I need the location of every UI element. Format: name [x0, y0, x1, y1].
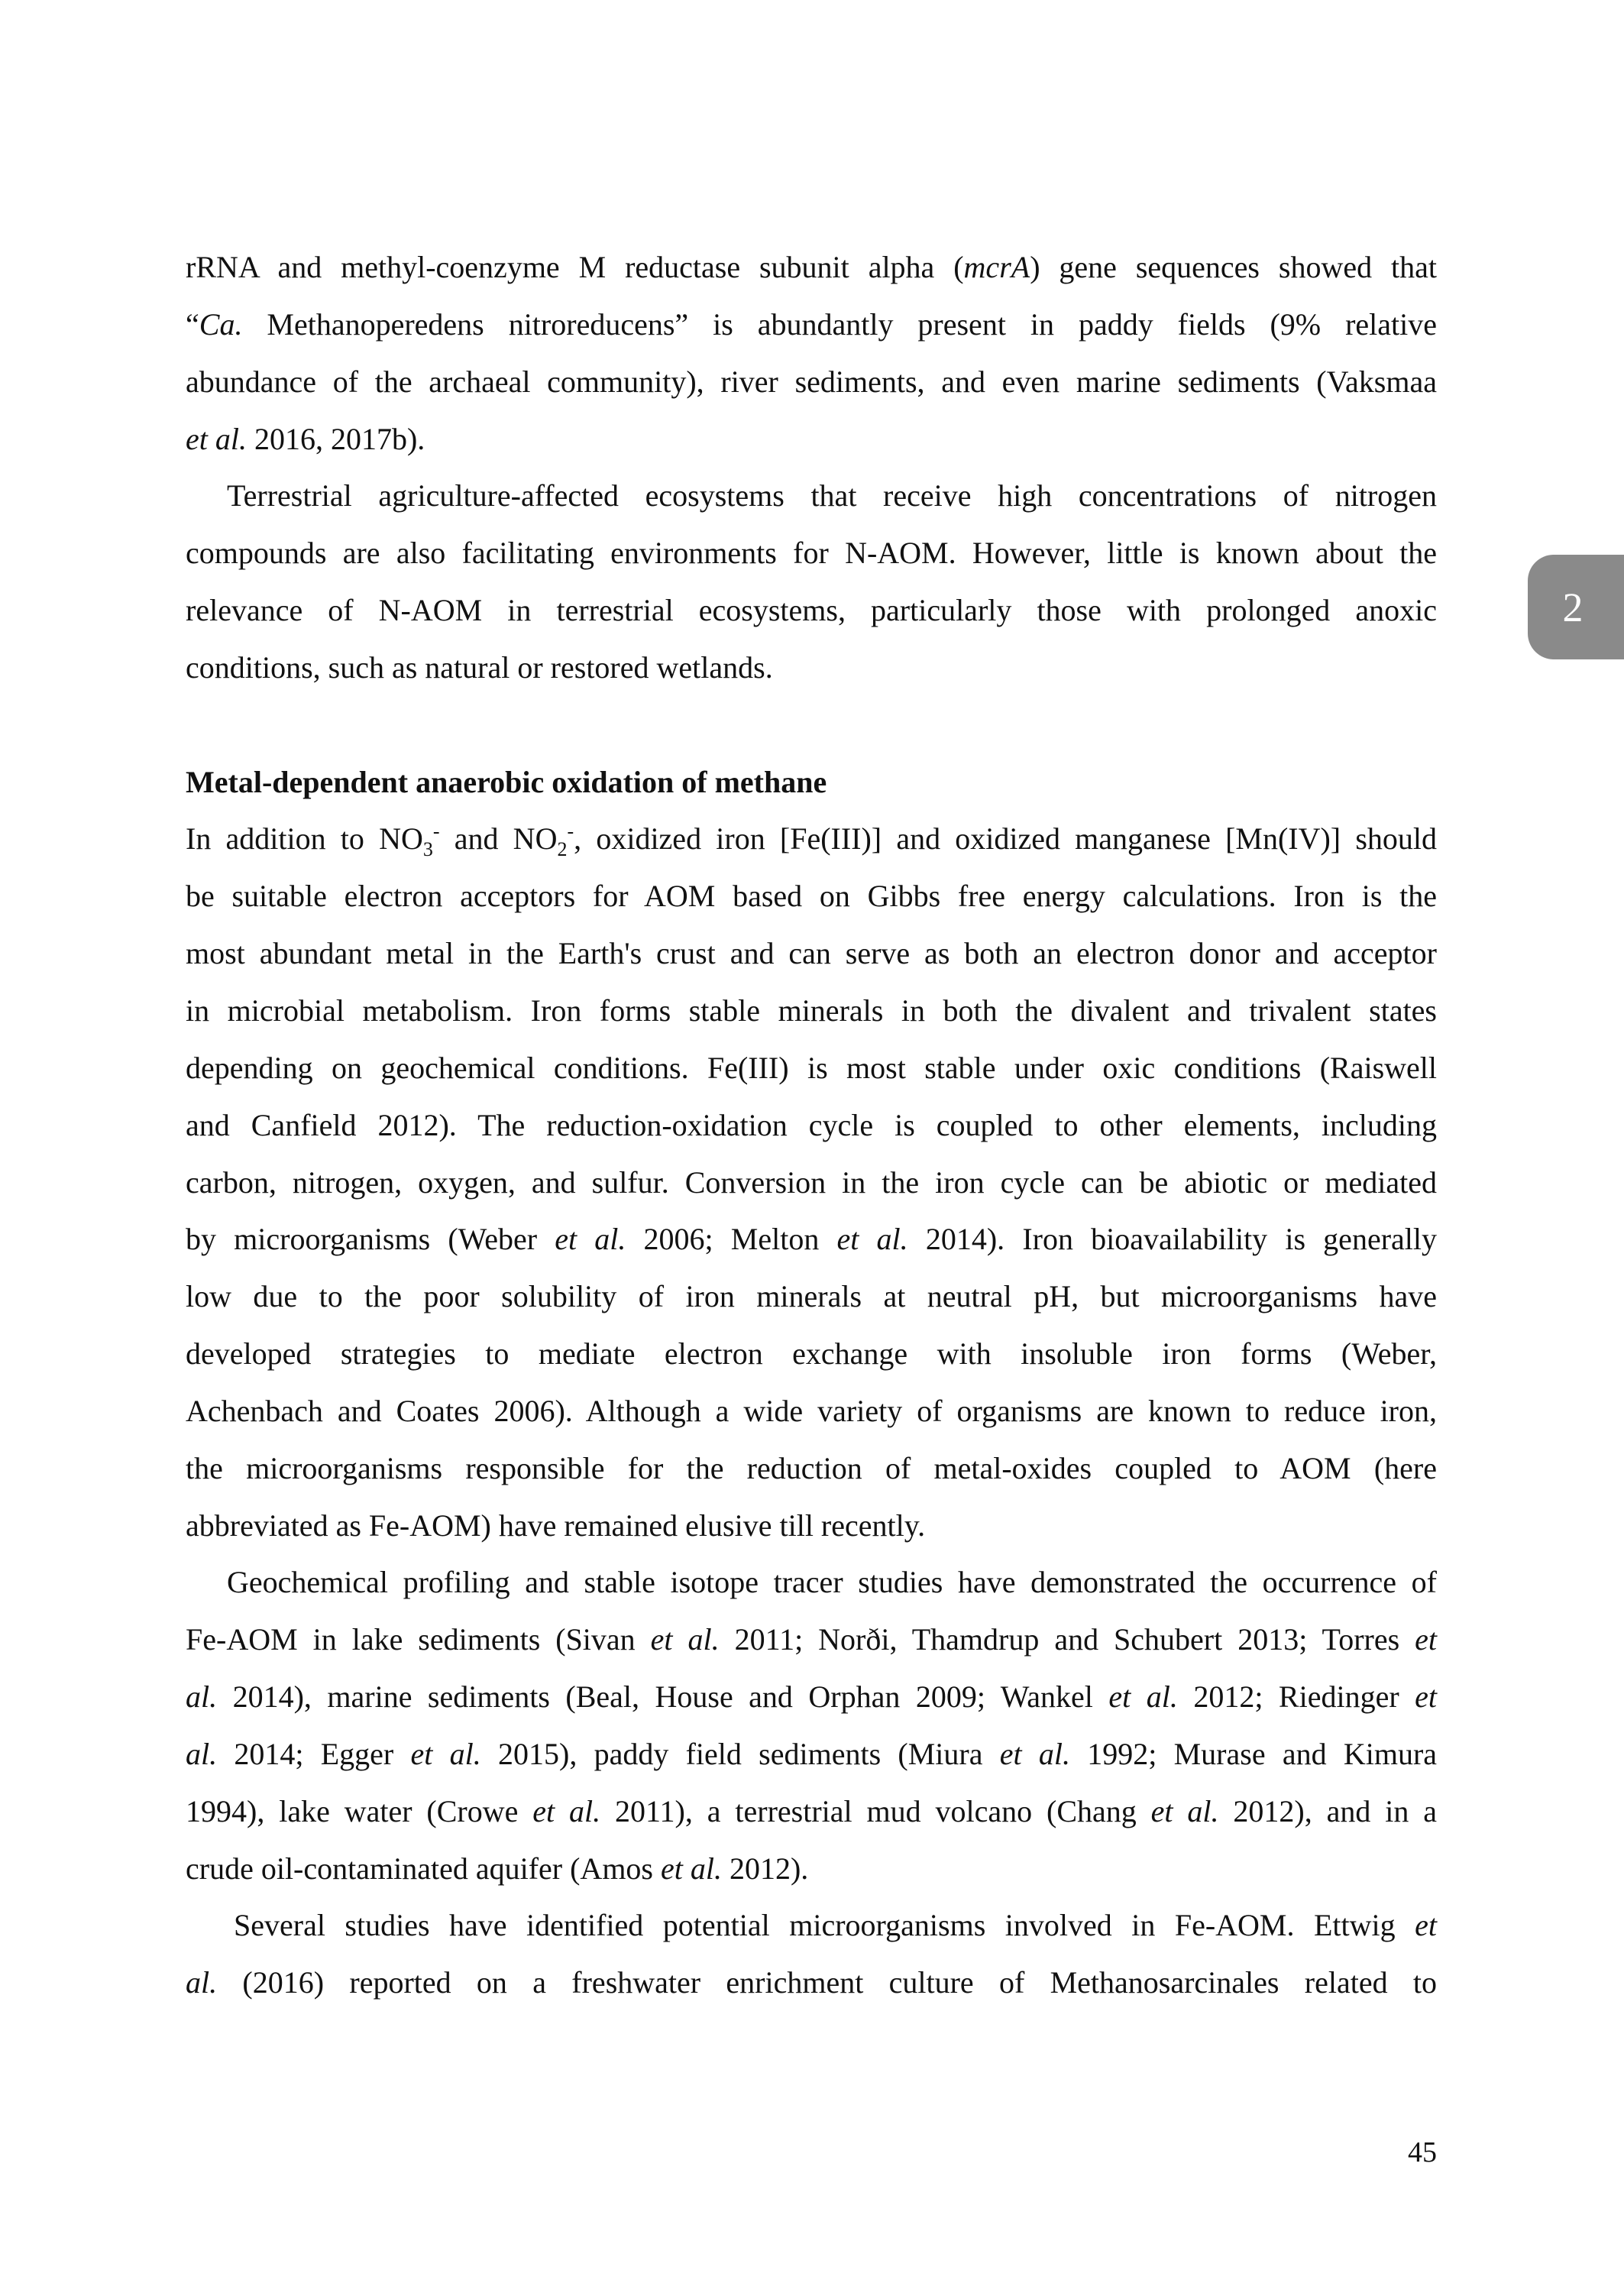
- text-run: 2014), marine sediments (Beal, House and Orphan 2009; Wankel: [217, 1679, 1109, 1715]
- italic-run: et al.: [410, 1736, 481, 1771]
- text-line: [186, 1440, 1437, 1498]
- text-run: 2011; Norði, Thamdrup and Schubert 2013; Torres: [719, 1622, 1415, 1657]
- text-run: Geochemical profiling and stable isotope tracer studies have demonstrated the occurrence of: [227, 1565, 1437, 1600]
- italic-run: et al.: [661, 1851, 722, 1886]
- text-line: [186, 1726, 1437, 1783]
- italic-run: al.: [186, 1736, 218, 1771]
- text-run: crude oil-contaminated aquifer (Amos: [186, 1851, 661, 1886]
- text-run: Metal-dependent anaerobic oxidation of methane: [186, 764, 827, 799]
- italic-run: et al.: [650, 1622, 720, 1657]
- chapter-tab: [1528, 555, 1624, 659]
- text-line: [186, 811, 1437, 868]
- text-run: and Canfield 2012). The reduction-oxidation cycle is coupled to other elements, including: [186, 1107, 1437, 1142]
- body-text: [186, 239, 1437, 2012]
- text-line: [186, 239, 1437, 296]
- text-run: developed strategies to mediate electron exchange with insoluble iron forms (Weber,: [186, 1336, 1437, 1372]
- italic-run: et: [1415, 1908, 1437, 1943]
- text-line: [186, 1554, 1437, 1611]
- text-run: 1992; Murase and Kimura: [1069, 1736, 1438, 1771]
- text-line: [186, 1155, 1437, 1212]
- text-run: Achenbach and Coates 2006). Although a wide variety of organisms are known to reduce iron,: [186, 1393, 1437, 1428]
- text-run: relevance of N-AOM in terrestrial ecosystems, particularly those with prolonged anoxic: [186, 593, 1437, 628]
- text-run: be suitable electron acceptors for AOM based on Gibbs free energy calculations. Iron is the: [186, 879, 1437, 914]
- text-run: 2011), a terrestrial mud volcano (Chang: [600, 1793, 1151, 1828]
- text-line: [186, 411, 1437, 468]
- text-line: [186, 1326, 1437, 1383]
- text-run: abbreviated as Fe-AOM) have remained elusive till recently.: [186, 1508, 926, 1543]
- italic-run: al.: [186, 1679, 218, 1715]
- text-run: Fe-AOM in lake sediments (Sivan: [186, 1622, 651, 1657]
- italic-run: Ca.: [199, 306, 243, 342]
- text-run: ) gene sequences showed that: [1030, 250, 1437, 284]
- text-line: [186, 640, 1437, 697]
- text-line: [186, 1611, 1437, 1669]
- text-run: 2012; Riedinger: [1177, 1679, 1415, 1715]
- text-line: [186, 1897, 1437, 1955]
- text-line: [186, 1268, 1437, 1326]
- text-run: In addition to NO: [186, 821, 423, 857]
- text-line: [186, 296, 1437, 354]
- italic-run: et al.: [186, 421, 247, 456]
- text-run: 2014). Iron bioavailability is generally: [907, 1222, 1437, 1257]
- text-run: and NO: [439, 821, 558, 857]
- text-line: [186, 983, 1437, 1040]
- text-run: , oxidized iron [Fe(III)] and oxidized manganese [Mn(IV)] should: [574, 821, 1437, 857]
- text-run: 2012), and in a: [1218, 1793, 1438, 1828]
- italic-run: et al.: [999, 1736, 1070, 1771]
- page-number: 45: [1408, 2136, 1437, 2168]
- text-run: compounds are also facilitating environments for N-AOM. However, little is known about the: [186, 536, 1437, 571]
- blank-line: [186, 697, 1437, 754]
- text-line: [186, 582, 1437, 640]
- text-run: “: [186, 306, 199, 342]
- superscript: -: [567, 821, 574, 844]
- italic-run: et al.: [1108, 1679, 1178, 1715]
- text-run: 2015), paddy field sediments (Miura: [480, 1736, 1000, 1771]
- text-run: low due to the poor solubility of iron minerals at neutral pH, but microorganisms have: [186, 1279, 1437, 1314]
- text-line: [186, 1669, 1437, 1726]
- subscript: 2: [557, 838, 568, 861]
- italic-run: et al.: [532, 1793, 601, 1828]
- text-line: [186, 1841, 1437, 1898]
- text-run: 2014; Egger: [217, 1736, 411, 1771]
- text-run: 2016, 2017b).: [246, 421, 425, 456]
- text-line: [186, 1498, 1437, 1555]
- text-run: 1994), lake water (Crowe: [186, 1793, 533, 1828]
- text-run: (2016) reported on a freshwater enrichment culture of Methanosarcinales related to: [217, 1965, 1437, 2000]
- text-run: the microorganisms responsible for the reduction of metal-oxides coupled to AOM (here: [186, 1450, 1437, 1485]
- text-line: [186, 868, 1437, 925]
- italic-run: mcrA: [963, 250, 1030, 284]
- subscript: 3: [422, 838, 433, 861]
- text-line: [186, 1783, 1437, 1841]
- text-run: most abundant metal in the Earth's crust and can serve as both an electron donor and acceptor: [186, 936, 1437, 971]
- text-run: 2012).: [721, 1851, 809, 1886]
- italic-run: et al.: [1150, 1793, 1219, 1828]
- text-run: rRNA and methyl-coenzyme M reductase subunit alpha (: [186, 250, 964, 284]
- italic-run: et: [1415, 1679, 1437, 1715]
- text-run: carbon, nitrogen, oxygen, and sulfur. Conversion in the iron cycle can be abiotic or mediated: [186, 1164, 1437, 1200]
- text-line: [186, 1211, 1437, 1268]
- text-line: [186, 925, 1437, 983]
- text-run: Several studies have identified potential microorganisms involved in Fe-AOM. Ettwig: [234, 1908, 1415, 1943]
- section-heading: [186, 754, 1437, 811]
- text-run: Methanoperedens nitroreducens” is abundantly present in paddy fields (9% relative: [242, 306, 1437, 342]
- italic-run: et: [1415, 1622, 1438, 1657]
- text-line: [186, 1955, 1437, 2012]
- text-line: [186, 1383, 1437, 1440]
- italic-run: al.: [186, 1965, 218, 2000]
- italic-run: et al.: [555, 1222, 626, 1257]
- text-run: Terrestrial agriculture-affected ecosystems that receive high concentrations of nitrogen: [227, 478, 1437, 513]
- text-line: [186, 468, 1437, 525]
- italic-run: et al.: [836, 1222, 908, 1257]
- chapter-number: 2: [1562, 584, 1584, 630]
- text-run: 2006; Melton: [626, 1222, 837, 1257]
- text-line: [186, 525, 1437, 582]
- superscript: -: [432, 821, 440, 844]
- text-run: conditions, such as natural or restored wetlands.: [186, 649, 773, 685]
- text-line: [186, 354, 1437, 411]
- text-line: [186, 1040, 1437, 1097]
- text-run: by microorganisms (Weber: [186, 1222, 555, 1257]
- text-run: depending on geochemical conditions. Fe(III) is most stable under oxic conditions (Raiswell: [186, 1050, 1437, 1085]
- text-line: [186, 1097, 1437, 1155]
- text-run: in microbial metabolism. Iron forms stable minerals in both the divalent and trivalent states: [186, 993, 1437, 1028]
- text-run: abundance of the archaeal community), river sediments, and even marine sediments (Vaksmaa: [186, 364, 1437, 399]
